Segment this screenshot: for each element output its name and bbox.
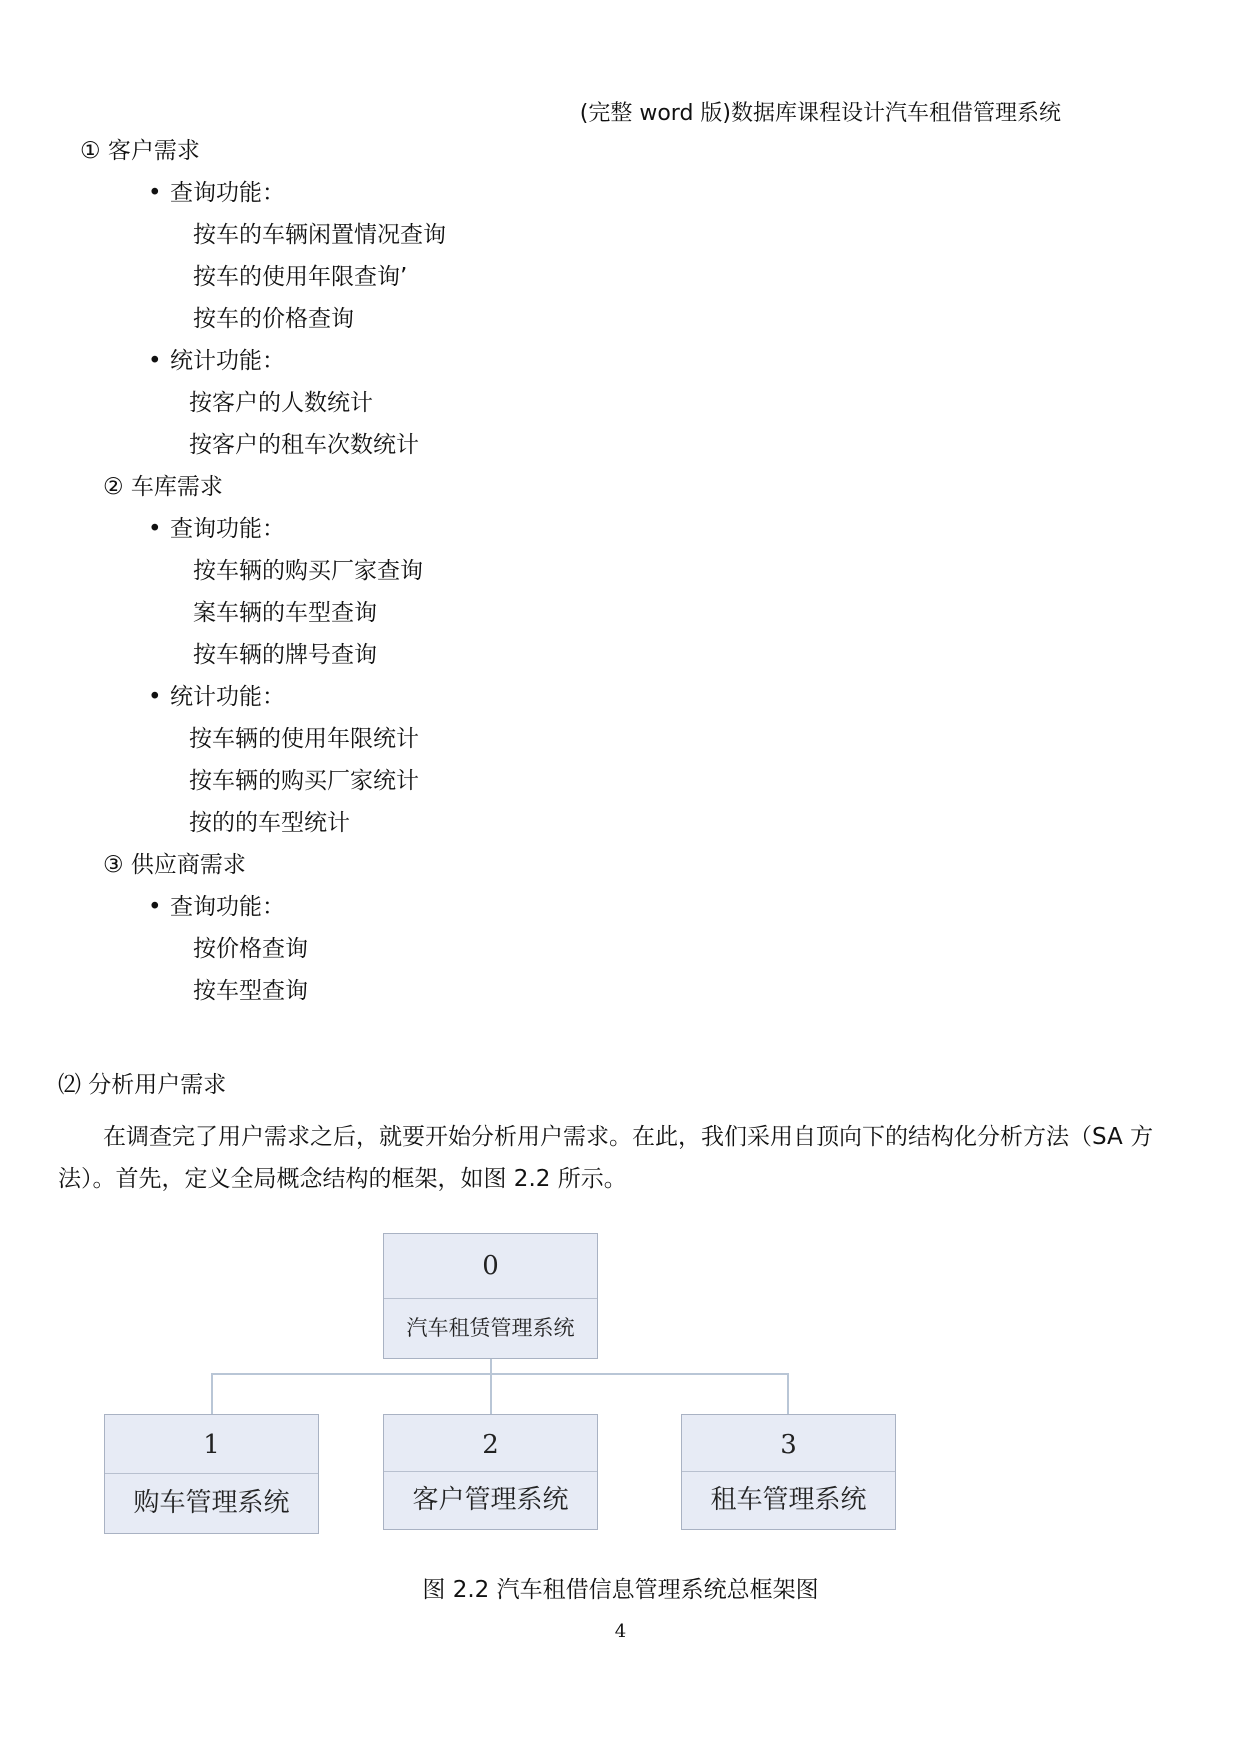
page-number: 4 [614,1621,627,1642]
garage-stats-item: 按车辆的使用年限统计 [189,726,419,752]
diagram-child-box [104,1414,319,1534]
diagram-child-box [383,1414,598,1530]
garage-query-item: 案车辆的车型查询 [193,600,377,626]
diagram-child-number: 2 [482,1430,499,1460]
customer-query-item: 按车的使用年限查询’ [193,264,408,290]
garage-stats-item: 按车辆的购买厂家统计 [189,768,419,794]
customer-stats-item: 按客户的人数统计 [189,390,373,416]
analysis-paragraph: 在调查完了用户需求之后，就要开始分析用户需求。在此，我们采用自顶向下的结构化分析方法（SA 方法）。首先，定义全局概念结构的框架，如图 2.2 所示。 [58,1124,1154,1192]
customer-stats-label: • 统计功能： [170,346,285,376]
figure-caption: 图 2.2 汽车租借信息管理系统总框架图 [422,1577,819,1603]
document-header: (完整 word 版)数据库课程设计汽车租借管理系统 [579,101,1061,126]
supplier-query-item: 按价格查询 [193,936,308,962]
section-heading-garage: ② 车库需求 [103,474,223,500]
section-heading-customer: ① 客户需求 [80,138,200,164]
customer-query-item: 按车的车辆闲置情况查询 [193,222,446,248]
garage-stats-item: 按的的车型统计 [189,810,350,836]
diagram-root-label: 汽车租赁管理系统 [406,1316,575,1340]
connector-line [490,1359,492,1415]
analysis-heading: ⑵ 分析用户需求 [58,1072,227,1098]
customer-stats-item: 按客户的租车次数统计 [189,432,419,458]
garage-query-label: • 查询功能： [170,514,285,544]
diagram-child-label: 租车管理系统 [710,1485,867,1515]
connector-line [211,1373,789,1375]
connector-line [211,1373,213,1414]
section-heading-supplier: ③ 供应商需求 [103,852,246,878]
customer-query-label: • 查询功能： [170,178,285,208]
customer-query-item: 按车的价格查询 [193,306,354,332]
diagram-child-label: 客户管理系统 [412,1485,569,1515]
diagram-child-number: 1 [203,1430,220,1460]
supplier-query-label: • 查询功能： [170,892,285,922]
connector-line [787,1373,789,1414]
supplier-query-item: 按车型查询 [193,978,308,1004]
diagram-root-box [383,1233,598,1359]
diagram-child-label: 购车管理系统 [133,1488,290,1518]
diagram-root-number: 0 [482,1251,499,1281]
diagram-child-box [681,1414,896,1530]
diagram-child-number: 3 [780,1430,797,1460]
garage-query-item: 按车辆的购买厂家查询 [193,558,423,584]
garage-query-item: 按车辆的牌号查询 [193,642,377,668]
garage-stats-label: • 统计功能： [170,682,285,712]
